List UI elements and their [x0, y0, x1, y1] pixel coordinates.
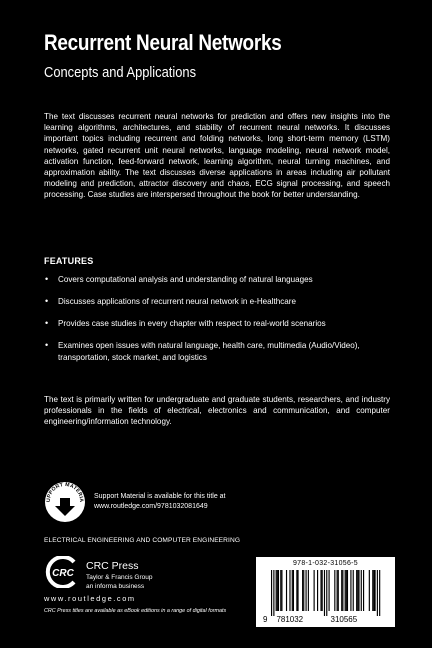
barcode-bar [358, 570, 359, 611]
barcode-bar [326, 570, 327, 616]
barcode-bar [306, 570, 307, 611]
barcode-bar [356, 570, 357, 611]
audience-paragraph: The text is primarily written for undergraduate and graduate students, researchers, and industry professionals in the fields of electrical, electronics and communication, and computer engineering/information technology. [44, 395, 390, 427]
barcode-bar [314, 570, 315, 611]
barcode-bar [302, 570, 303, 611]
book-subtitle: Concepts and Applications [44, 64, 197, 81]
barcode-bar [363, 570, 364, 611]
barcode-bar [329, 570, 330, 611]
barcode-bar [320, 570, 321, 611]
barcode-bar [308, 570, 309, 611]
barcode-bar [303, 570, 304, 611]
crc-press-logo [44, 556, 80, 588]
barcode-bar [292, 570, 293, 611]
barcode-bar [289, 570, 290, 611]
barcode-bar [350, 570, 351, 611]
publisher-website[interactable]: www.routledge.com [44, 594, 136, 603]
isbn-number: 978-1-032-31056-5 [292, 560, 359, 567]
features-heading: FEATURES [44, 256, 94, 266]
crc-logo-text: CRC [52, 568, 74, 579]
barcode-bar [317, 570, 318, 611]
barcode-bar [286, 570, 287, 611]
barcode-bar [280, 570, 281, 611]
barcode-bar [375, 570, 376, 611]
barcode-bar [361, 570, 362, 611]
barcode-graphic [256, 557, 395, 627]
barcode-bar [334, 570, 335, 611]
barcode-bar [373, 570, 374, 611]
barcode-bar [345, 570, 346, 611]
barcode-bar [271, 570, 272, 616]
barcode-bar [346, 570, 347, 611]
barcode-bar [369, 570, 370, 611]
feature-item: • Covers computational analysis and understanding of natural languages [44, 274, 394, 286]
barcode-bar [337, 570, 338, 611]
barcode-bar [276, 570, 277, 611]
publisher-group: Taylor & Francis Group [86, 574, 153, 581]
barcode-bar [357, 570, 358, 611]
barcode-bar [353, 570, 354, 611]
subject-category: ELECTRICAL ENGINEERING AND COMPUTER ENGINEERING [44, 537, 241, 544]
barcode-bar [347, 570, 348, 611]
barcode-bar [273, 570, 274, 616]
barcode-bar [322, 570, 323, 611]
barcode-bar [277, 570, 278, 611]
badge-label: UPPORT MATERIA [45, 481, 85, 503]
book-description: The text discusses recurrent neural networks for prediction and offers new insights into the learning algorithms, architectures, and stability of recurrent neural networks. It discusses important topics including recurrent and folding networks, long short-term memory (LSTM) networks, gated recurrent unit neural networks, language modeling, neural network model, activation function, feed-forward network, learning algorithm, neural turning machines, and approximation ability. The text discusses diverse applications in areas including air pollutant modeling and prediction, attractor discovery and chaos, ECG signal processing, and speech processing. Case studies are interspersed throughout the book for better understanding. [44, 112, 390, 200]
barcode-bar [338, 570, 339, 611]
barcode-digits: 9 [263, 615, 268, 624]
barcode-digits: 310565 [330, 615, 358, 624]
barcode-bar [341, 570, 342, 611]
barcode-bar [372, 570, 373, 611]
barcode-bar [377, 570, 378, 616]
feature-item: • Discusses applications of recurrent neural network in e-Healthcare [44, 296, 394, 308]
ebook-note: CRC Press titles are available as eBook editions in a range of digital formats [44, 608, 227, 614]
publisher-business: an informa business [86, 583, 145, 590]
features-list [44, 274, 394, 374]
barcode-bar [324, 570, 325, 616]
barcode-bar [297, 570, 298, 611]
barcode-bar [278, 570, 279, 611]
book-title: Recurrent Neural Networks [44, 30, 282, 55]
feature-item: • Provides case studies in every chapter with respect to real-world scenarios [44, 318, 394, 330]
barcode-digits: 781032 [276, 615, 304, 624]
isbn-barcode [256, 557, 395, 627]
barcode-bar [342, 570, 343, 611]
barcode-bar [379, 570, 380, 616]
barcode-bar [293, 570, 294, 611]
barcode-bar [281, 570, 282, 611]
barcode-bar [296, 570, 297, 611]
support-url[interactable]: www.routledge.com/9781032081649 [94, 503, 208, 510]
feature-item: • Examines open issues with natural language, health care, multimedia (Audio/Video), transportation, stock market, and logistics [44, 340, 394, 363]
support-material-text [94, 492, 226, 512]
support-line-1: Support Material is available for this title at [94, 493, 226, 500]
publisher-name: CRC Press [86, 560, 139, 572]
support-material-badge-icon [44, 481, 86, 523]
